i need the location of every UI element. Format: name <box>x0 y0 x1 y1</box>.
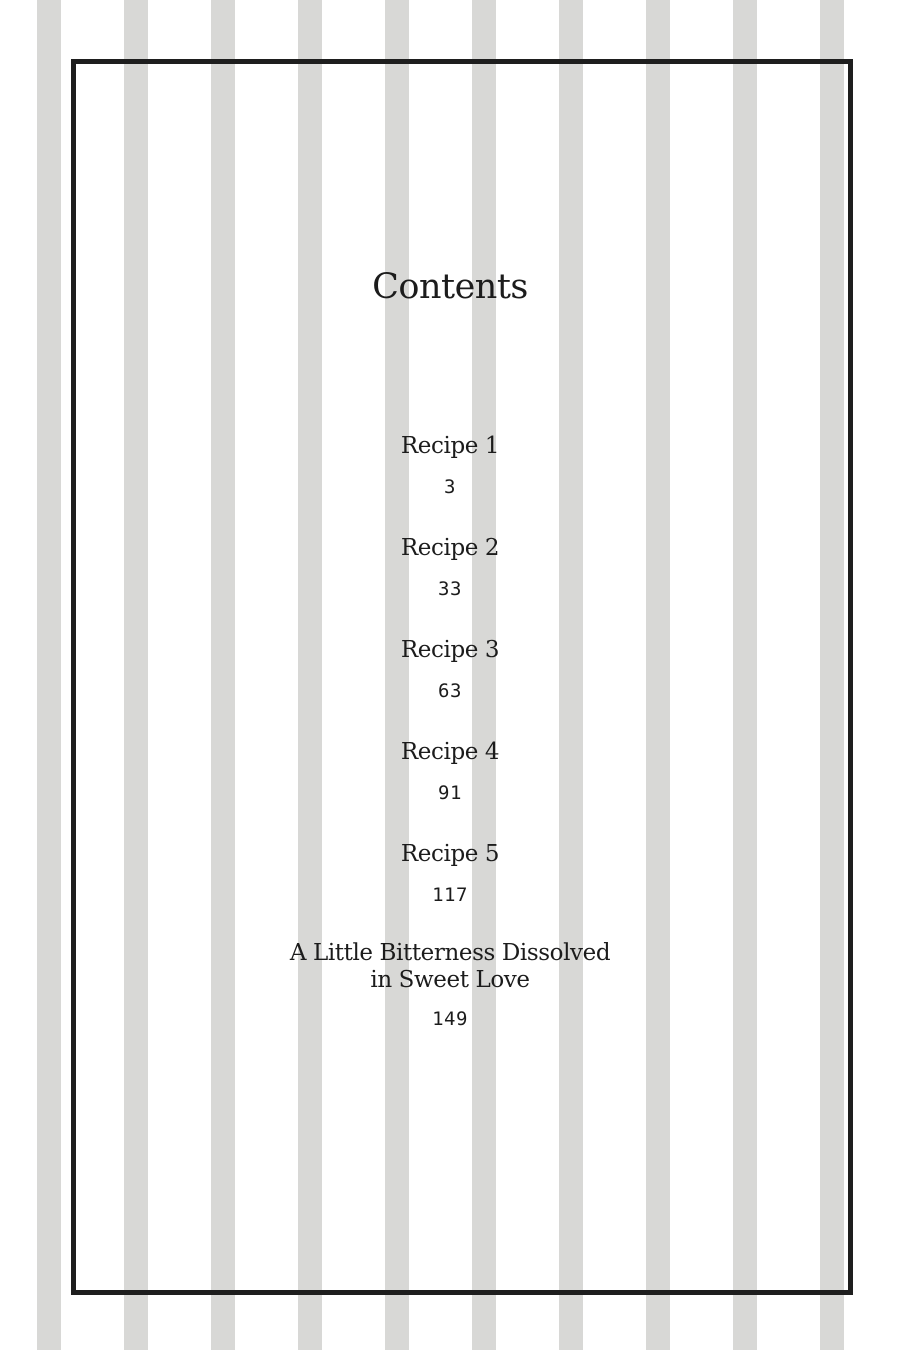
toc-entry-recipe-1[interactable] <box>0 430 900 532</box>
toc-entry-title-line-2: in Sweet Love <box>370 967 530 993</box>
toc-entry-epilogue[interactable] <box>0 940 900 1042</box>
table-of-contents <box>0 430 900 1042</box>
toc-entry-title-line-1: A Little Bitterness Dissolved <box>289 940 611 966</box>
toc-entry-title <box>240 940 660 994</box>
toc-entry-title: Recipe 4 <box>400 739 500 765</box>
page-title: Contents <box>372 267 528 307</box>
toc-entry-page-number: 149 <box>432 1008 468 1030</box>
toc-entry-recipe-2[interactable] <box>0 532 900 634</box>
toc-entry-title: Recipe 2 <box>400 535 500 561</box>
toc-entry-page-number: 33 <box>438 578 462 600</box>
toc-entry-page-number: 117 <box>432 884 468 906</box>
toc-entry-page-number: 3 <box>444 476 456 498</box>
toc-entry-title: Recipe 5 <box>400 841 500 867</box>
toc-entry-page-number: 91 <box>438 782 462 804</box>
toc-entry-recipe-4[interactable] <box>0 736 900 838</box>
toc-entry-title: Recipe 3 <box>400 637 500 663</box>
toc-entry-recipe-5[interactable] <box>0 838 900 940</box>
toc-entry-recipe-3[interactable] <box>0 634 900 736</box>
toc-entry-title: Recipe 1 <box>400 433 500 459</box>
toc-entry-page-number: 63 <box>438 680 462 702</box>
